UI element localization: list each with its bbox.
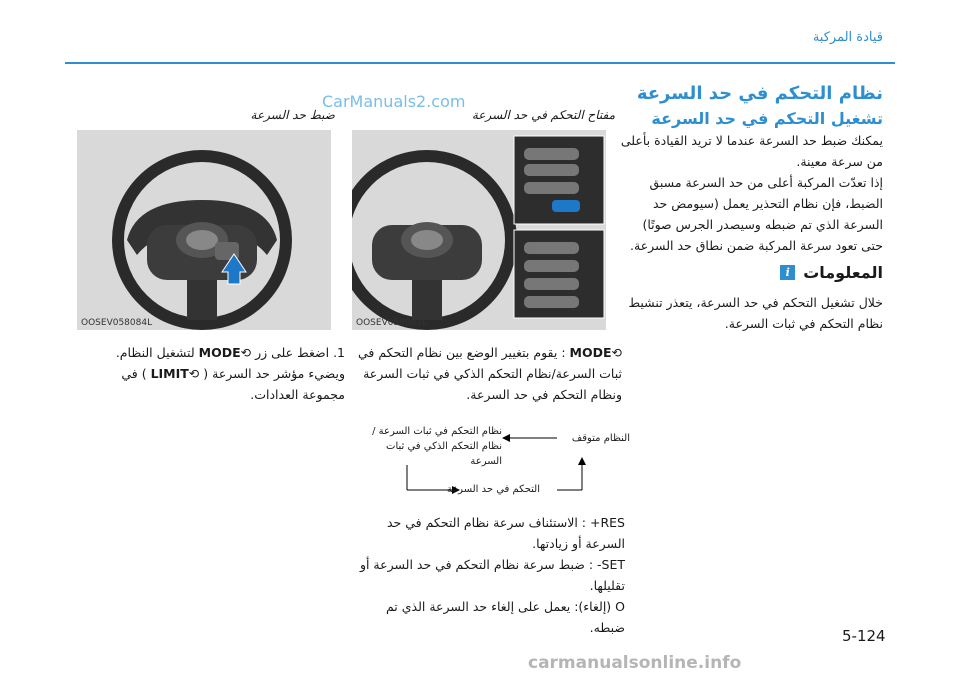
watermark-top[interactable]: CarManuals2.com bbox=[322, 92, 466, 111]
rule-res: RES+ : الاستئناف سرعة نظام التحكم في حد السرعة أو زيادتها. bbox=[386, 515, 625, 551]
mode-icon: ⟲ bbox=[240, 345, 252, 360]
steering-wheel-image-middle bbox=[352, 130, 606, 330]
step1-part-a: 1. اضغط على زر bbox=[255, 345, 345, 360]
watermark-bottom[interactable]: carmanualsonline.info bbox=[528, 653, 742, 673]
page-number: 5-124 bbox=[842, 627, 886, 645]
step1-part-b: لتشغيل النظام. bbox=[115, 345, 195, 360]
mode-button-label: MODE bbox=[198, 345, 241, 360]
step-list bbox=[100, 342, 345, 405]
note-body: خلال تشغيل التحكم في حد السرعة، يتعذر تنشيط نظام التحكم في ثبات السرعة. bbox=[628, 295, 883, 331]
header-divider bbox=[65, 62, 895, 64]
caption-middle: مفتاح التحكم في حد السرعة bbox=[471, 108, 615, 122]
section-subtitle: تشغيل التحكم في حد السرعة bbox=[651, 109, 883, 128]
intro-paragraph: يمكنك ضبط حد السرعة عندما لا تريد القيادة بأعلى من سرعة معينة. bbox=[620, 133, 883, 169]
limit-indicator-label: LIMIT bbox=[150, 366, 189, 381]
step1-part-c: ويضيء مؤشر حد السرعة ( bbox=[203, 366, 345, 381]
section-header: قيادة المركبة bbox=[812, 30, 883, 45]
note-header bbox=[780, 263, 883, 282]
mode-label: MODE bbox=[569, 345, 612, 360]
image-code-left: OOSEV058084L bbox=[81, 318, 153, 328]
warning-paragraph: إذا تعدّت المركبة أعلى من حد السرعة مسبق الضبط، فإن نظام التحذير يعمل (سيومض حد السرعة الذي تم ضبطه وسيصدر الجرس صوتًا) حتى تعود سرعة المركبة ضمن نطاق حد السرعة. bbox=[630, 175, 883, 253]
steering-wheel-image-left bbox=[77, 130, 331, 330]
section-title: نظام التحكم في حد السرعة bbox=[636, 83, 883, 104]
rule-cancel: O (إلغاء): يعمل على إلغاء حد السرعة الذي تم ضبطه. bbox=[385, 599, 625, 635]
mode-desc: : يقوم بتغيير الوضع بين نظام التحكم في ثبات السرعة/نظام التحكم الذكي في ثبات السرعة ونظام التحكم في حد السرعة. bbox=[358, 345, 622, 402]
mode-icon: ⟲ bbox=[611, 345, 622, 360]
diagram-off-label: النظام متوقف bbox=[571, 433, 630, 444]
note-title: المعلومات bbox=[803, 263, 883, 282]
info-icon: i bbox=[780, 265, 795, 280]
diagram-systems-label: نظام التحكم في ثبات السرعة / نظام التحكم الذكي في ثبات السرعة bbox=[372, 426, 502, 467]
mode-description bbox=[352, 342, 622, 405]
speed-limit-icon: ⟲ bbox=[188, 366, 200, 381]
diagram-limit-label: التحكم في حد السرعة bbox=[446, 484, 540, 495]
switch-rules bbox=[350, 512, 625, 638]
image-code-middle: OOSEV058083L bbox=[356, 318, 428, 328]
step1-part-d: ) في مجموعة العدادات. bbox=[121, 366, 345, 402]
rule-set: SET- : ضبط سرعة نظام التحكم في حد السرعة أو تقليلها. bbox=[359, 557, 625, 593]
caption-left: ضبط حد السرعة bbox=[250, 108, 335, 122]
